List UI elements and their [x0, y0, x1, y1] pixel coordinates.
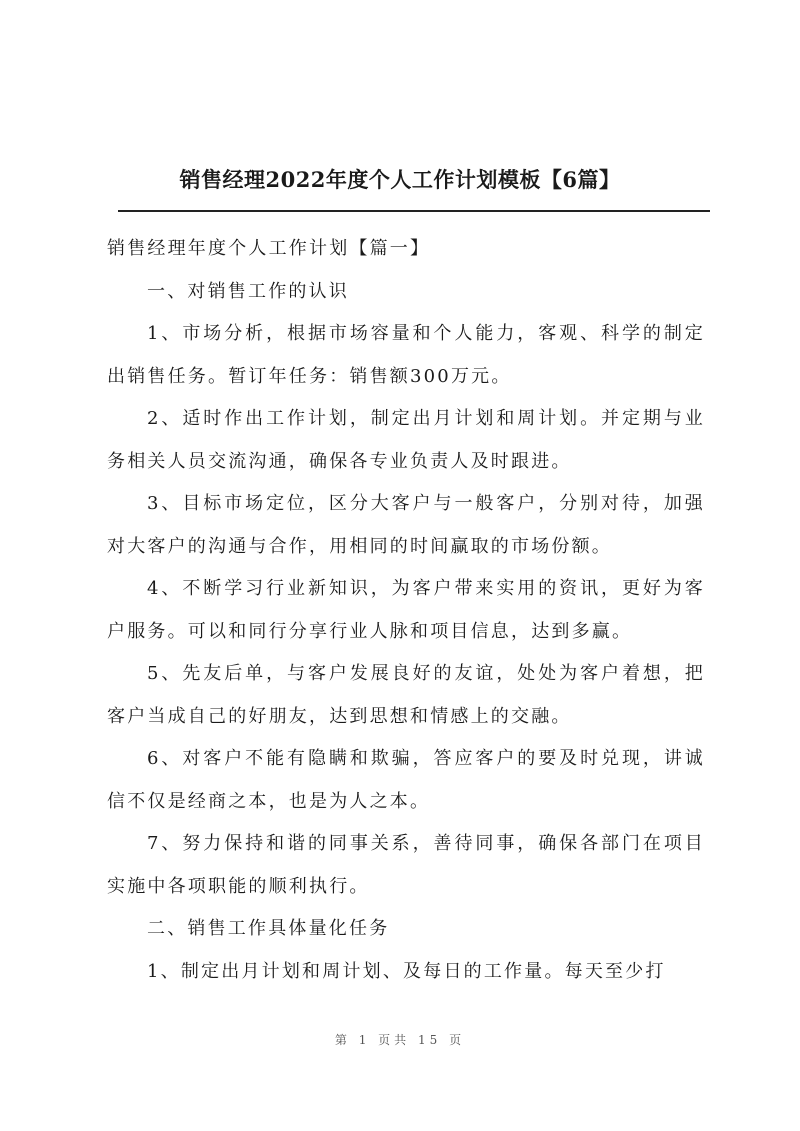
document-body [107, 228, 705, 993]
paragraph-4: 4、不断学习行业新知识，为客户带来实用的资讯，更好为客户服务。可以和同行分享行业人脉和项目信息，达到多赢。 [107, 578, 705, 642]
paragraph-1: 1、市场分析，根据市场容量和个人能力，客观、科学的制定出销售任务。暂订年任务：销售额300万元。 [107, 323, 705, 387]
heading-quantified-tasks: 二、销售工作具体量化任务 [147, 918, 390, 939]
paragraph-5: 5、先友后单，与客户发展良好的友谊，处处为客户着想，把客户当成自己的好朋友，达到思想和情感上的交融。 [107, 663, 705, 727]
paragraph-3: 3、目标市场定位，区分大客户与一般客户，分别对待，加强对大客户的沟通与合作，用相同的时间赢取的市场份额。 [107, 493, 705, 557]
heading-understanding: 一、对销售工作的认识 [147, 280, 349, 302]
section-heading: 销售经理年度个人工作计划【篇一】 [107, 238, 431, 259]
paragraph-task-1: 1、制定出月计划和周计划、及每日的工作量。每天至少打 [147, 960, 666, 982]
paragraph-6: 6、对客户不能有隐瞒和欺骗，答应客户的要及时兑现，讲诚信不仅是经商之本，也是为人之本。 [107, 748, 705, 812]
paragraph-7: 7、努力保持和谐的同事关系，善待同事，确保各部门在项目实施中各项职能的顺利执行。 [107, 833, 705, 897]
page-number: 第 1 页共 15 页 [334, 1033, 466, 1047]
title-underline [118, 210, 710, 212]
paragraph-2: 2、适时作出工作计划，制定出月计划和周计划。并定期与业务相关人员交流沟通，确保各专业负责人及时跟进。 [107, 408, 705, 472]
document-title: 销售经理2022年度个人工作计划模板【6篇】 [179, 167, 621, 192]
